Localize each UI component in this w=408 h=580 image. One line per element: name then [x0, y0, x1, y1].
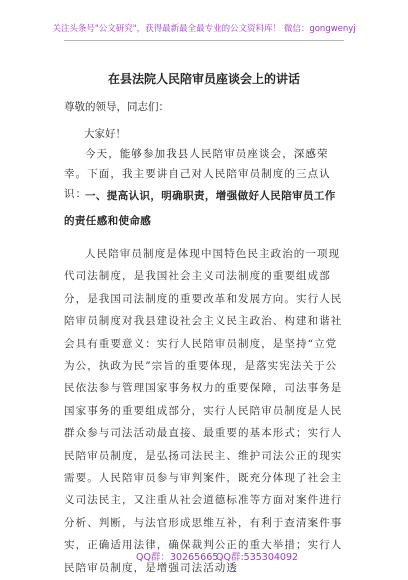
document-title: 在县法院人民陪审员座谈会上的讲话: [107, 72, 300, 86]
footer-qq-group-1: QQ群：30265665: [136, 552, 219, 563]
salutation: 尊敬的领导，同志们：: [64, 101, 169, 113]
intro-paragraph: 今天，能够参加我县人民陪审员座谈会，深感荣幸。下面，我主要讲自己对人民陪审员制度的三点认识：: [64, 148, 331, 200]
header-promo-note: 关注头条号"公文研究"，获得最新最全最专业的公文资料库！ 微信：gongwenyj: [52, 24, 356, 34]
header-divider: [64, 40, 344, 41]
body-paragraph: 人民陪审员制度是体现中国特色民主政治的一项现代司法制度，是我国社会主义司法制度的重要组成部分，是我国司法制度的重要改革和发展方向。实行人民陪审员制度对我县建设社会主义民主政治、构建和谐社会具有重要意义：实行人民陪审员制度，是坚持“立党为公，执政为民”宗旨的重要体现，是落实宪法关于公民依法参与管理国家事务权力的重要保障，司法事务是国家事务的重要组成部分，实行人民陪审员制度是人民群众参与司法活动最直接、最重要的基本形式；实行人民陪审员制度，是弘扬司法民主、维护司法公正的现实需要。人民陪审员参与审判案件，既充分体现了社会主义司法民主，又注重从社会道德标准等方面对案件进行分析、判断，与法官形成思维互补，有利于查清案件事实，正确适用法律，确保裁判公正的重大举措；实行人民陪审员制度，是增强司法活动透: [64, 248, 343, 574]
section-heading: 一、提高认识，明确职责，增强做好人民陪审员工作的责任感和使命感: [64, 190, 336, 227]
footer-qq-group-2: QQ群:535304092: [216, 552, 299, 563]
greeting: 大家好！: [84, 128, 126, 140]
